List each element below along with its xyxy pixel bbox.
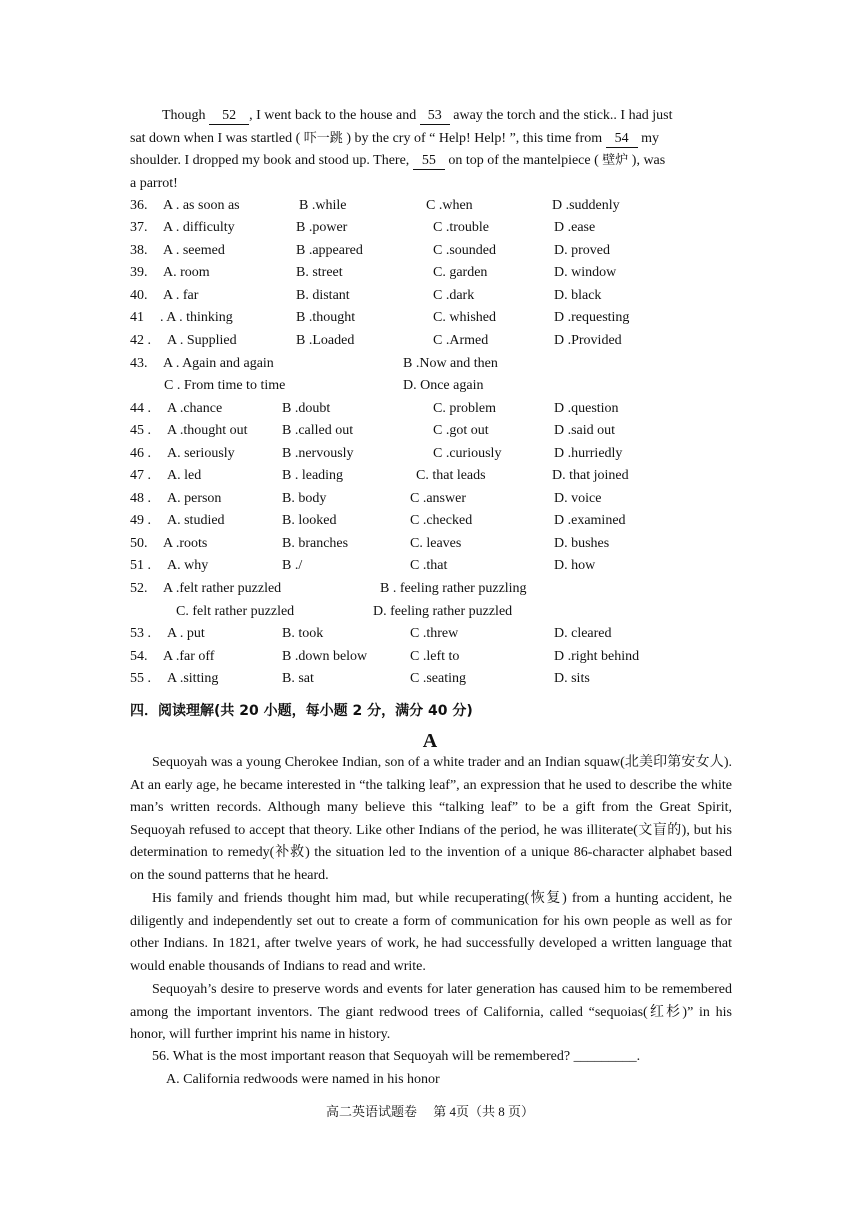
option-a: A .far off	[163, 649, 215, 664]
option-c: C .answer	[410, 491, 466, 506]
question-row-continued	[130, 375, 732, 397]
question-row	[130, 578, 732, 600]
blank-52: 52	[209, 108, 249, 125]
question-row	[130, 510, 732, 532]
cloze-text: away the torch and the stick.. I had just	[449, 108, 673, 123]
cloze-text: sat down when I was startled (	[130, 131, 304, 146]
cloze-text: on top of the mantelpiece (	[444, 153, 603, 168]
option-b: B .nervously	[282, 446, 354, 461]
option-d: D .suddenly	[552, 198, 620, 213]
cloze-text: ) by the cry of “ Help! Help! ”, this time from	[342, 131, 606, 146]
option-a: A . as soon as	[163, 198, 240, 213]
question-number: 52.	[130, 581, 148, 596]
question-row	[130, 443, 732, 465]
question-number: 42 .	[130, 333, 151, 348]
question-number: 36.	[130, 198, 148, 213]
option-d: D .question	[554, 401, 619, 416]
option-a: A .sitting	[167, 671, 219, 686]
option-c: C .got out	[433, 423, 489, 438]
option-c: C .Armed	[433, 333, 489, 348]
option-d: D. Once again	[403, 378, 484, 393]
cloze-text: Though	[162, 108, 210, 123]
option-c: C .sounded	[433, 243, 496, 258]
option-b: B .power	[296, 220, 348, 235]
option-b: B. distant	[296, 288, 350, 303]
question-number: 39.	[130, 265, 148, 280]
cloze-line-2	[130, 128, 659, 150]
cloze-text: my	[637, 131, 660, 146]
cloze-line-1	[162, 105, 673, 127]
option-c: C .seating	[410, 671, 466, 686]
question-row	[130, 285, 732, 307]
option-a: A . far	[163, 288, 199, 303]
question-number: 46 .	[130, 446, 151, 461]
option-c: C. that leads	[416, 468, 486, 483]
blank-54: 54	[606, 131, 638, 148]
question-row	[130, 262, 732, 284]
option-b: B. street	[296, 265, 343, 280]
option-d: D. bushes	[554, 536, 610, 551]
option-a: A . Supplied	[167, 333, 237, 348]
question-number: 38.	[130, 243, 148, 258]
option-c: C. garden	[433, 265, 488, 280]
section-heading: 四．阅读理解(共 20 小题，每小题 2 分，满分 40 分)	[130, 703, 473, 719]
option-c: C .when	[426, 198, 473, 213]
question-row	[130, 330, 732, 352]
option-b: B . feeling rather puzzling	[380, 581, 527, 596]
question-number: 53 .	[130, 626, 151, 641]
question-row	[130, 195, 732, 217]
option-a: A. why	[167, 558, 209, 573]
option-b: B .Now and then	[403, 356, 498, 371]
option-d: D. proved	[554, 243, 610, 258]
cloze-text: ), was	[628, 153, 666, 168]
option-d: D. how	[554, 558, 596, 573]
option-d: D .said out	[554, 423, 616, 438]
question-row	[130, 240, 732, 262]
option-d: D .hurriedly	[554, 446, 623, 461]
option-b: B .appeared	[296, 243, 363, 258]
option-b: B .called out	[282, 423, 354, 438]
option-a: A .felt rather puzzled	[163, 581, 282, 596]
option-c: C. leaves	[410, 536, 462, 551]
question-row	[130, 217, 732, 239]
question-number: 45 .	[130, 423, 151, 438]
question-row	[130, 465, 732, 487]
question-row	[130, 533, 732, 555]
question-number: 43.	[130, 356, 148, 371]
option-a: A .thought out	[167, 423, 248, 438]
option-b: B. branches	[282, 536, 349, 551]
option-c: C .curiously	[433, 446, 502, 461]
option-c: C. whished	[433, 310, 496, 325]
question-number: 41	[130, 310, 144, 325]
option-a: A .roots	[163, 536, 208, 551]
option-d: D .examined	[554, 513, 626, 528]
option-a: . A . thinking	[160, 310, 233, 325]
blank-55: 55	[413, 153, 445, 170]
question-row	[130, 488, 732, 510]
passage-letter: A	[422, 730, 438, 752]
option-b: B .doubt	[282, 401, 331, 416]
question-number: 55 .	[130, 671, 151, 686]
question-56: 56. What is the most important reason that Sequoyah will be remembered? _________.	[152, 1049, 641, 1064]
option-a: A. studied	[167, 513, 225, 528]
option-d: D .right behind	[554, 649, 640, 664]
question-row	[130, 353, 732, 375]
question-number: 49 .	[130, 513, 151, 528]
option-a: A . difficulty	[163, 220, 235, 235]
cloze-line-3	[130, 150, 665, 172]
cloze-line-4: a parrot!	[130, 176, 178, 191]
option-b: B .down below	[282, 649, 368, 664]
option-d: D. cleared	[554, 626, 612, 641]
cloze-gloss: 壁炉	[602, 153, 629, 168]
option-c: C . From time to time	[164, 378, 286, 393]
cloze-text: , I went back to the house and	[249, 108, 420, 123]
option-c: C .left to	[410, 649, 460, 664]
option-b: B . leading	[282, 468, 344, 483]
option-d: D. sits	[554, 671, 590, 686]
option-a: A . Again and again	[163, 356, 274, 371]
option-b: B .Loaded	[296, 333, 355, 348]
question-number: 54.	[130, 649, 148, 664]
option-d: D. feeling rather puzzled	[373, 604, 513, 619]
question-row	[130, 623, 732, 645]
option-b: B. body	[282, 491, 327, 506]
option-c: C .threw	[410, 626, 459, 641]
question-number: 44 .	[130, 401, 151, 416]
option-a: A . put	[167, 626, 205, 641]
option-a: A . seemed	[163, 243, 225, 258]
question-row-continued	[130, 601, 732, 623]
option-c: C .trouble	[433, 220, 489, 235]
passage-paragraph-1: Sequoyah was a young Cherokee Indian, son of a white trader and an Indian squaw(北美印第安女人). At an early age, he became interested in “the talking leaf”, an expression that he used to describe the white man’s written records. Although many believe this “talking leaf” to be a gift from the Great Spirit, Sequoyah refused to accept that theory. Like other Indians of the period, he was illiterate(文盲的), but his determination to remedy(补救) the situation led to the invention of a unique 86-character alphabet based on the sound patterns that he heard.	[130, 755, 732, 883]
option-b: B. took	[282, 626, 324, 641]
question-number: 50.	[130, 536, 148, 551]
blank-53: 53	[420, 108, 450, 125]
option-b: B. sat	[282, 671, 314, 686]
passage-paragraph-2: His family and friends thought him mad, but while recuperating(恢复) from a hunting accident, he diligently and independently set out to create a form of communication for his own people as well as for other Indians. In 1821, after twelve years of work, he had successfully developed a written language that would enable thousands of Indians to read and write.	[130, 891, 732, 974]
option-d: D. voice	[554, 491, 602, 506]
option-d: D .requesting	[554, 310, 630, 325]
option-a: A .chance	[167, 401, 223, 416]
question-number: 48 .	[130, 491, 151, 506]
question-number: 47 .	[130, 468, 151, 483]
option-b: B .while	[299, 198, 347, 213]
cloze-gloss: 吓一跳	[303, 131, 343, 146]
option-c: C. problem	[433, 401, 496, 416]
question-number: 40.	[130, 288, 148, 303]
page-footer: 高二英语试题卷 第 4页（共 8 页）	[325, 1104, 534, 1119]
option-b: B. looked	[282, 513, 337, 528]
question-number: 51 .	[130, 558, 151, 573]
question-row	[130, 555, 732, 577]
cloze-text: shoulder. I dropped my book and stood up. There,	[130, 153, 413, 168]
option-a: A. room	[163, 265, 210, 280]
question-row	[130, 646, 732, 668]
option-d: D .Provided	[554, 333, 622, 348]
question-row	[130, 307, 732, 329]
question-56-option-a: A. California redwoods were named in his honor	[166, 1072, 440, 1087]
passage-paragraph-3: Sequoyah’s desire to preserve words and events for later generation has caused him to be remembered among the important inventors. The giant redwood trees of California, called “sequoias(红杉)” in his honor, will further imprint his name in history.	[130, 982, 732, 1042]
option-a: A. seriously	[167, 446, 235, 461]
option-c: C .dark	[433, 288, 475, 303]
option-a: A. led	[167, 468, 202, 483]
option-d: D. black	[554, 288, 602, 303]
option-b: B .thought	[296, 310, 356, 325]
option-d: D. that joined	[552, 468, 629, 483]
option-c: C. felt rather puzzled	[176, 604, 295, 619]
option-d: D. window	[554, 265, 617, 280]
option-a: A. person	[167, 491, 222, 506]
question-row	[130, 420, 732, 442]
option-b: B ./	[282, 558, 303, 573]
option-c: C .that	[410, 558, 448, 573]
option-d: D .ease	[554, 220, 596, 235]
question-number: 37.	[130, 220, 148, 235]
question-row	[130, 398, 732, 420]
option-c: C .checked	[410, 513, 473, 528]
question-row	[130, 668, 732, 690]
